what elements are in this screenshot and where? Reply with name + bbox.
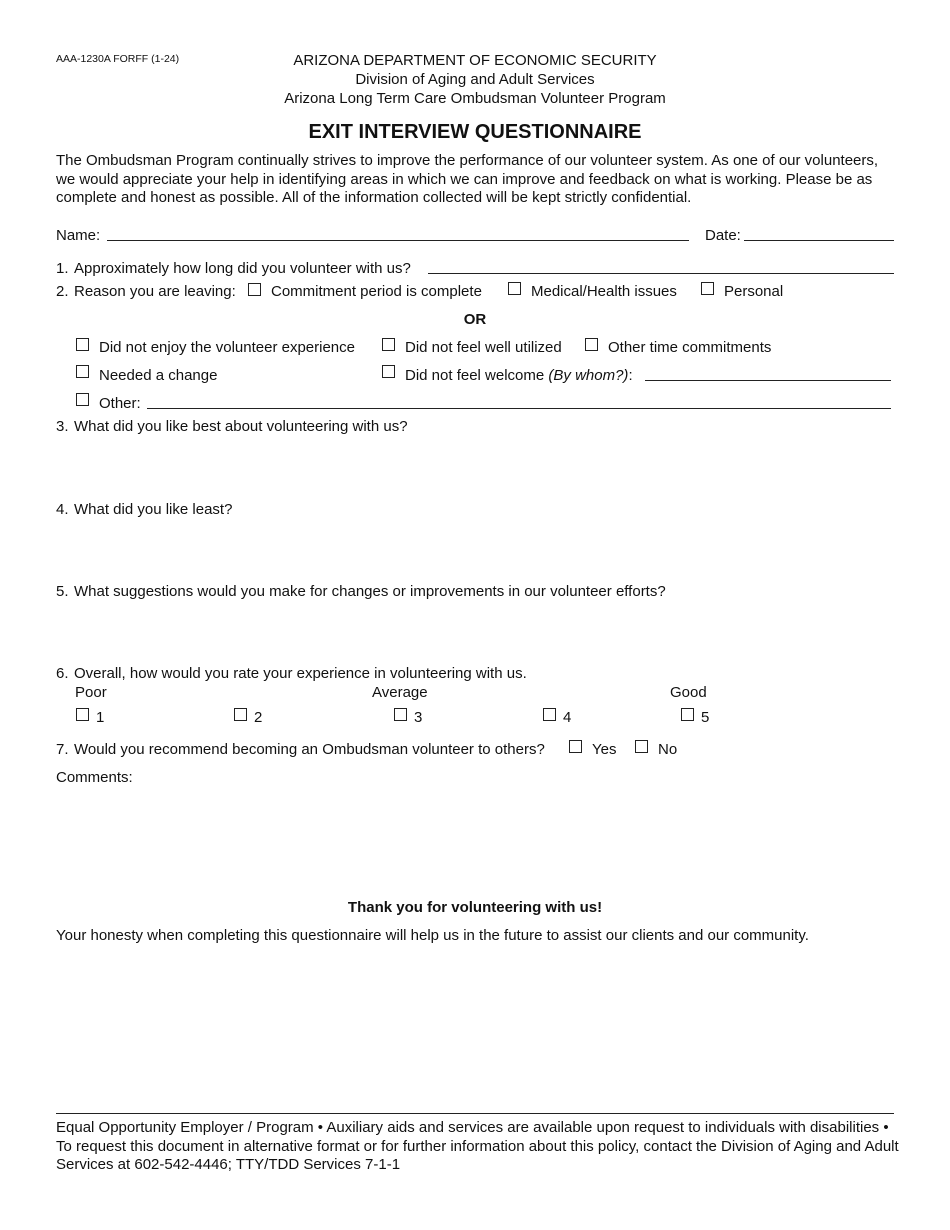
question-2 [56, 283, 236, 301]
label-medical-health: Medical/Health issues [531, 283, 677, 300]
question-6-number: 6. [56, 665, 69, 682]
rating-checkbox-1[interactable] [76, 708, 89, 721]
name-label: Name: [56, 227, 101, 244]
honesty-message: Your honesty when completing this questionnaire will help us in the future to assist our clients and our community. [56, 927, 809, 944]
answer-area-3[interactable] [74, 438, 894, 498]
label-not-welcome [405, 367, 633, 385]
page-title: EXIT INTERVIEW QUESTIONNAIRE [308, 121, 642, 143]
question-1 [56, 260, 411, 278]
label-other: Other: [99, 395, 141, 412]
scale-average-label: Average [372, 684, 428, 701]
question-3-text: What did you like best about volunteering with us? [74, 418, 408, 435]
comments-area[interactable] [56, 790, 894, 890]
checkbox-other-time[interactable] [585, 338, 598, 351]
question-5-number: 5. [56, 583, 69, 600]
checkbox-commitment-complete[interactable] [248, 283, 261, 296]
other-reason-field[interactable] [147, 408, 891, 409]
question-4-text: What did you like least? [74, 501, 233, 518]
rating-label-5: 5 [701, 709, 710, 726]
recommend-no-label: No [658, 741, 678, 758]
answer-area-5[interactable] [74, 603, 894, 663]
rating-checkbox-2[interactable] [234, 708, 247, 721]
not-welcome-by-whom-field[interactable] [645, 380, 891, 381]
checkbox-not-utilized[interactable] [382, 338, 395, 351]
recommend-yes-checkbox[interactable] [569, 740, 582, 753]
or-divider: OR [463, 311, 487, 328]
date-label: Date: [705, 227, 741, 244]
program-name: Arizona Long Term Care Ombudsman Volunteer Program [284, 90, 666, 107]
form-code: AAA-1230A FORFF (1-24) [56, 53, 180, 65]
label-commitment-complete: Commitment period is complete [271, 283, 482, 300]
question-1-text: Approximately how long did you volunteer with us? [74, 260, 411, 277]
recommend-no-checkbox[interactable] [635, 740, 648, 753]
question-1-number: 1. [56, 260, 69, 277]
recommend-yes-label: Yes [592, 741, 617, 758]
question-6 [56, 665, 527, 683]
rating-label-2: 2 [254, 709, 263, 726]
rating-label-1: 1 [96, 709, 105, 726]
rating-label-3: 3 [414, 709, 423, 726]
not-welcome-by-whom: (By whom?) [548, 367, 629, 384]
footer-text: Equal Opportunity Employer / Program • Auxiliary aids and services are available upon request to individuals with disabilities • To request this document in alternative format or for further information about this policy, contact the Division of Aging and Adult Services at 602-542-4446; TTY/TDD Services 7-1-1 [56, 1119, 899, 1173]
question-3-number: 3. [56, 418, 69, 435]
scale-poor-label: Poor [75, 684, 107, 701]
intro-paragraph: The Ombudsman Program continually strives to improve the performance of our volunteer system. As one of our volunteers, we would appreciate your help in identifying areas in which we can improve and feedback on what is working. Please be as complete and honest as possible. All of the information collected will be kept strictly confidential. [56, 152, 879, 206]
question-4-number: 4. [56, 501, 69, 518]
question-7-text: Would you recommend becoming an Ombudsman volunteer to others? [74, 741, 545, 758]
name-field[interactable] [107, 240, 689, 241]
question-4 [56, 501, 232, 519]
not-welcome-colon: : [628, 367, 633, 384]
agency-name: ARIZONA DEPARTMENT OF ECONOMIC SECURITY [293, 52, 657, 69]
rating-checkbox-3[interactable] [394, 708, 407, 721]
label-needed-change: Needed a change [99, 367, 218, 384]
question-5-text: What suggestions would you make for changes or improvements in our volunteer efforts? [74, 583, 666, 600]
scale-good-label: Good [670, 684, 707, 701]
question-2-text: Reason you are leaving: [74, 283, 236, 300]
checkbox-other[interactable] [76, 393, 89, 406]
volunteer-duration-field[interactable] [428, 273, 894, 274]
thank-you-message: Thank you for volunteering with us! [347, 899, 603, 916]
label-not-utilized: Did not feel well utilized [405, 339, 562, 356]
question-7 [56, 741, 545, 759]
checkbox-personal[interactable] [701, 282, 714, 295]
answer-area-4[interactable] [74, 521, 894, 581]
checkbox-medical-health[interactable] [508, 282, 521, 295]
question-7-number: 7. [56, 741, 69, 758]
checkbox-needed-change[interactable] [76, 365, 89, 378]
rating-checkbox-5[interactable] [681, 708, 694, 721]
comments-label: Comments: [56, 769, 133, 786]
date-field[interactable] [744, 240, 894, 241]
label-personal: Personal [724, 283, 784, 300]
checkbox-not-welcome[interactable] [382, 365, 395, 378]
rating-label-4: 4 [563, 709, 572, 726]
footer-divider [56, 1113, 894, 1114]
question-5 [56, 583, 666, 601]
rating-checkbox-4[interactable] [543, 708, 556, 721]
label-not-enjoy: Did not enjoy the volunteer experience [99, 339, 355, 356]
question-3 [56, 418, 408, 436]
checkbox-not-enjoy[interactable] [76, 338, 89, 351]
division-name: Division of Aging and Adult Services [355, 71, 595, 88]
question-2-number: 2. [56, 283, 69, 300]
question-6-text: Overall, how would you rate your experience in volunteering with us. [74, 665, 527, 682]
not-welcome-text: Did not feel welcome [405, 367, 545, 384]
label-other-time: Other time commitments [608, 339, 772, 356]
